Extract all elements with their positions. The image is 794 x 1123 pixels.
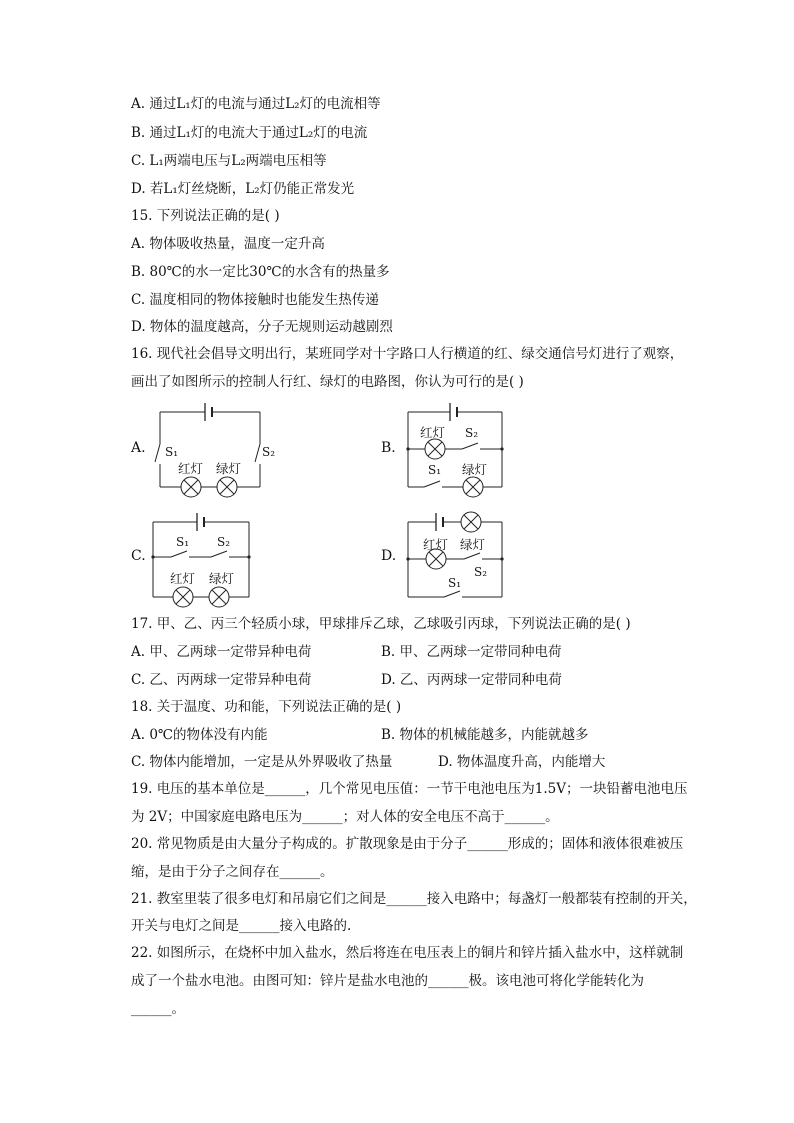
q17-option-a: A. 甲、乙两球一定带异种电荷 — [131, 644, 312, 660]
q14-option-a: A. 通过L₁灯的电流与通过L₂灯的电流相等 — [131, 96, 381, 112]
q18-stem: 18. 关于温度、功和能，下列说法正确的是( ) — [131, 699, 402, 715]
q18-option-a: A. 0℃的物体没有内能 — [131, 727, 268, 743]
q21-line2: 开关与电灯之间是______接入电路的. — [131, 918, 352, 934]
q17-stem: 17. 甲、乙、丙三个轻质小球，甲球排斥乙球，乙球吸引丙球，下列说法正确的是( ) — [131, 616, 631, 632]
circuit-d-diagram — [400, 508, 515, 608]
circuit-a-s1-label: S₁ — [165, 445, 179, 459]
circuit-c-s1-label: S₁ — [176, 535, 190, 549]
q17-option-b: B. 甲、乙两球一定带同种电荷 — [381, 644, 562, 660]
q15-option-c: C. 温度相同的物体接触时也能发生热传递 — [131, 292, 379, 308]
q15-option-b: B. 80℃的水一定比30℃的水含有的热量多 — [131, 264, 390, 280]
q14-option-b: B. 通过L₁灯的电流大于通过L₂灯的电流 — [131, 125, 368, 141]
circuit-d-s2-label: S₂ — [474, 565, 488, 579]
circuit-c-red-label: 红灯 — [170, 571, 196, 586]
circuit-d-red-label: 红灯 — [423, 537, 449, 552]
q19-line1: 19. 电压的基本单位是______，几个常见电压值：一节干电池电压为1.5V；一块铅蓄电池电压 — [131, 781, 688, 797]
q14-option-d: D. 若L₁灯丝烧断，L₂灯仍能正常发光 — [131, 181, 355, 197]
q22-line1: 22. 如图所示，在烧杯中加入盐水，然后将连在电压表上的铜片和锌片插入盐水中，这样就制 — [131, 945, 684, 961]
q18-option-d: D. 物体温度升高，内能增大 — [438, 754, 606, 770]
circuit-a-s2-label: S₂ — [262, 445, 276, 459]
q14-option-c: C. L₁两端电压与L₂两端电压相等 — [131, 153, 327, 169]
circuit-d-letter: D. — [381, 548, 397, 564]
q15-option-a: A. 物体吸收热量，温度一定升高 — [131, 236, 325, 252]
circuit-a-letter: A. — [131, 440, 146, 456]
circuit-b-green-label: 绿灯 — [462, 462, 488, 477]
q22-line2: 成了一个盐水电池。由图可知：锌片是盐水电池的______极。该电池可将化学能转化为 — [131, 973, 644, 989]
q16-stem-line2: 画出了如图所示的控制人行红、绿灯的电路图，你认为可行的是( ) — [131, 374, 524, 390]
q16-stem-line1: 16. 现代社会倡导文明出行，某班同学对十字路口人行横道的红、绿交通信号灯进行了观察， — [131, 346, 684, 362]
circuit-b-red-label: 红灯 — [420, 425, 446, 440]
q18-option-c: C. 物体内能增加，一定是从外界吸收了热量 — [131, 754, 393, 770]
q15-option-d: D. 物体的温度越高，分子无规则运动越剧烈 — [131, 319, 393, 335]
q21-line1: 21. 教室里装了很多电灯和吊扇它们之间是______接入电路中；每盏灯一般都装有控制的开关， — [131, 891, 697, 907]
circuit-c-letter: C. — [131, 548, 146, 564]
q22-line3: ______。 — [131, 1001, 185, 1017]
circuit-b-diagram — [400, 398, 515, 498]
q17-option-c: C. 乙、丙两球一定带异种电荷 — [131, 672, 312, 688]
q20-line2: 缩，是由于分子之间存在______。 — [131, 864, 334, 880]
q17-option-d: D. 乙、丙两球一定带同种电荷 — [381, 672, 562, 688]
circuit-b-letter: B. — [381, 440, 396, 456]
circuit-a-red-label: 红灯 — [178, 461, 204, 476]
circuit-c-green-label: 绿灯 — [209, 571, 235, 586]
circuit-a-green-label: 绿灯 — [216, 461, 242, 476]
circuit-b-s2-label: S₂ — [465, 426, 479, 440]
circuit-c-diagram — [145, 508, 260, 608]
circuit-d-s1-label: S₁ — [448, 576, 462, 590]
circuit-d-green-label: 绿灯 — [460, 537, 486, 552]
circuit-b-s1-label: S₁ — [428, 463, 442, 477]
q19-line2: 为 2V；中国家庭电路电压为______；对人体的安全电压不高于______。 — [131, 809, 559, 825]
q15-stem: 15. 下列说法正确的是( ) — [131, 208, 280, 224]
q18-option-b: B. 物体的机械能越多，内能就越多 — [381, 727, 589, 743]
q20-line1: 20. 常见物质是由大量分子构成的。扩散现象是由于分子______形成的；固体和液体很难被压 — [131, 836, 684, 852]
circuit-c-s2-label: S₂ — [217, 535, 231, 549]
